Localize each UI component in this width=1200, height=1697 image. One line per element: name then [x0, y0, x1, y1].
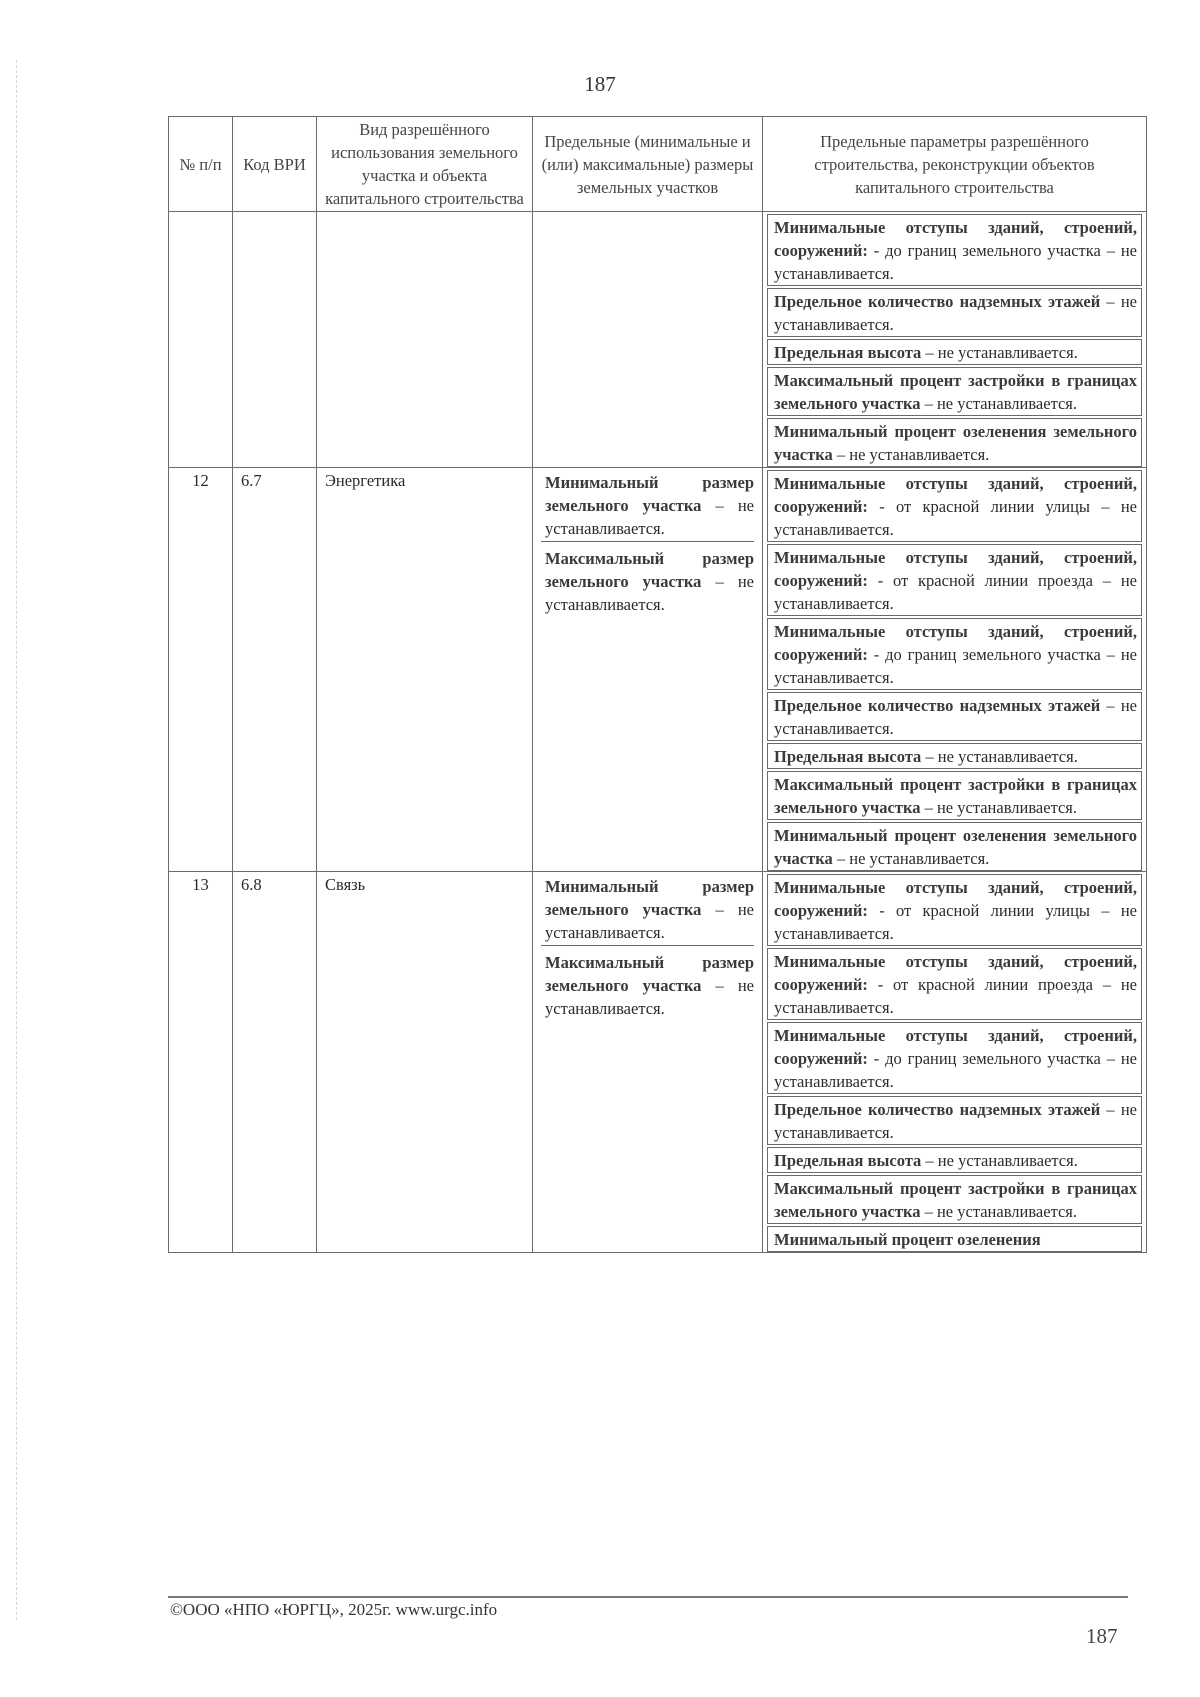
param-item-value: - от красной линии улицы – не устанавливается. — [774, 497, 1137, 539]
param-item-title: Максимальный процент застройки в границах земельного участка — [774, 371, 1137, 413]
param-item — [767, 822, 1142, 871]
cell-use-type: Связь — [317, 872, 533, 1253]
param-item-title: Минимальные отступы зданий, строений, сооружений: — [774, 474, 1137, 516]
param-item-title: Минимальные отступы зданий, строений, сооружений: — [774, 1026, 1137, 1068]
param-item — [767, 1175, 1142, 1224]
param-item-title: Минимальный процент озеленения — [774, 1230, 1041, 1249]
param-item — [767, 1147, 1142, 1173]
cell-num: 12 — [169, 468, 233, 872]
cell-code: 6.8 — [233, 872, 317, 1253]
param-item-title: Минимальные отступы зданий, строений, сооружений: — [774, 878, 1137, 920]
param-item-title: Минимальные отступы зданий, строений, сооружений: — [774, 952, 1137, 994]
param-item-title: Минимальные отступы зданий, строений, сооружений: — [774, 548, 1137, 590]
scan-edge — [16, 60, 18, 1620]
plot-size-item — [541, 950, 754, 1020]
param-item-value: – не устанавливается. — [920, 1202, 1078, 1221]
param-item-title: Предельное количество надземных этажей — [774, 292, 1101, 311]
param-item-value: – не устанавливается. — [832, 445, 990, 464]
param-item-value: - от красной линии улицы – не устанавливается. — [774, 901, 1137, 943]
param-item-value: – не устанавливается. — [774, 292, 1137, 334]
plot-size-item-title: Максимальный размер земельного участка — [545, 549, 754, 591]
param-item-value: – не устанавливается. — [920, 394, 1078, 413]
param-item-title: Максимальный процент застройки в границах земельного участка — [774, 1179, 1137, 1221]
cell-num: 13 — [169, 872, 233, 1253]
param-item — [767, 214, 1142, 286]
page-number-top: 187 — [584, 72, 616, 96]
param-item-value: - от красной линии проезда – не устанавливается. — [774, 571, 1137, 613]
regulations-table — [168, 116, 1147, 1253]
footer-copyright: ©ООО «НПО «ЮРГЦ», 2025г. www.urgc.info — [170, 1600, 498, 1619]
param-item-title: Максимальный процент застройки в границах земельного участка — [774, 775, 1137, 817]
header-num: № п/п — [169, 117, 233, 212]
param-item — [767, 470, 1142, 542]
param-item — [767, 288, 1142, 337]
plot-size-item-title: Минимальный размер земельного участка — [545, 473, 754, 515]
param-item-value: – не устанавливается. — [921, 343, 1078, 362]
param-item — [767, 1022, 1142, 1094]
param-item — [767, 948, 1142, 1020]
param-item-value: – не устанавливается. — [832, 849, 990, 868]
param-item-title: Предельное количество надземных этажей — [774, 1100, 1101, 1119]
param-item-value: – не устанавливается. — [774, 696, 1137, 738]
param-item — [767, 743, 1142, 769]
table-body — [169, 212, 1147, 1253]
header-row — [169, 117, 1147, 212]
param-item-value: - от красной линии проезда – не устанавливается. — [774, 975, 1137, 1017]
cell-build-params — [763, 212, 1147, 468]
cell-code — [233, 212, 317, 468]
param-item — [767, 1226, 1142, 1252]
param-item-title: Минимальный процент озеленения земельного участка — [774, 422, 1137, 464]
page-number-bottom: 187 — [1086, 1624, 1118, 1648]
plot-size-item-value: – не устанавливается. — [545, 900, 754, 942]
table-row — [169, 872, 1147, 1253]
plot-size-item — [541, 470, 754, 542]
plot-size-item-title: Минимальный размер земельного участка — [545, 877, 754, 919]
cell-build-params — [763, 872, 1147, 1253]
param-item-title: Минимальные отступы зданий, строений, сооружений: — [774, 218, 1137, 260]
param-item — [767, 1096, 1142, 1145]
plot-size-item-title: Максимальный размер земельного участка — [545, 953, 754, 995]
param-item-title: Минимальный процент озеленения земельного участка — [774, 826, 1137, 868]
cell-use-type: Энергетика — [317, 468, 533, 872]
param-item-value: - до границ земельного участка – не устанавливается. — [774, 241, 1137, 283]
header-plot-sizes: Предельные (минимальные и (или) максимальные) размеры земельных участков — [533, 117, 763, 212]
header-build-params: Предельные параметры разрешённого строительства, реконструкции объектов капитального строительства — [763, 117, 1147, 212]
cell-use-type — [317, 212, 533, 468]
footer-rule — [168, 1596, 1128, 1598]
param-item — [767, 339, 1142, 365]
plot-size-item-value: – не устанавливается. — [545, 572, 754, 614]
param-item-value: – не устанавливается. — [774, 1100, 1137, 1142]
param-item — [767, 367, 1142, 416]
cell-build-params — [763, 468, 1147, 872]
param-item — [767, 874, 1142, 946]
plot-size-item-value: – не устанавливается. — [545, 976, 754, 1018]
cell-plot-sizes — [533, 468, 763, 872]
param-item-title: Предельная высота — [774, 1151, 922, 1170]
cell-num — [169, 212, 233, 468]
plot-size-item — [541, 874, 754, 946]
param-item-value: - до границ земельного участка – не устанавливается. — [774, 1049, 1137, 1091]
table-row-continued — [169, 212, 1147, 468]
param-item-title: Минимальные отступы зданий, строений, сооружений: — [774, 622, 1137, 664]
param-item-title: Предельная высота — [774, 343, 922, 362]
param-item-value: – не устанавливается. — [921, 747, 1078, 766]
header-code: Код ВРИ — [233, 117, 317, 212]
header-use-type: Вид разрешённого использования земельного участка и объекта капитального строительства — [317, 117, 533, 212]
param-item — [767, 618, 1142, 690]
param-item-value: – не устанавливается. — [921, 1151, 1078, 1170]
cell-code: 6.7 — [233, 468, 317, 872]
plot-size-item-value: – не устанавливается. — [545, 496, 754, 538]
cell-plot-sizes — [533, 872, 763, 1253]
param-item — [767, 544, 1142, 616]
param-item-value: – не устанавливается. — [920, 798, 1078, 817]
param-item-title: Предельная высота — [774, 747, 922, 766]
param-item — [767, 418, 1142, 467]
param-item — [767, 771, 1142, 820]
cell-plot-sizes — [533, 212, 763, 468]
table-row — [169, 468, 1147, 872]
param-item-value: - до границ земельного участка – не устанавливается. — [774, 645, 1137, 687]
param-item — [767, 692, 1142, 741]
param-item-title: Предельное количество надземных этажей — [774, 696, 1101, 715]
plot-size-item — [541, 546, 754, 616]
